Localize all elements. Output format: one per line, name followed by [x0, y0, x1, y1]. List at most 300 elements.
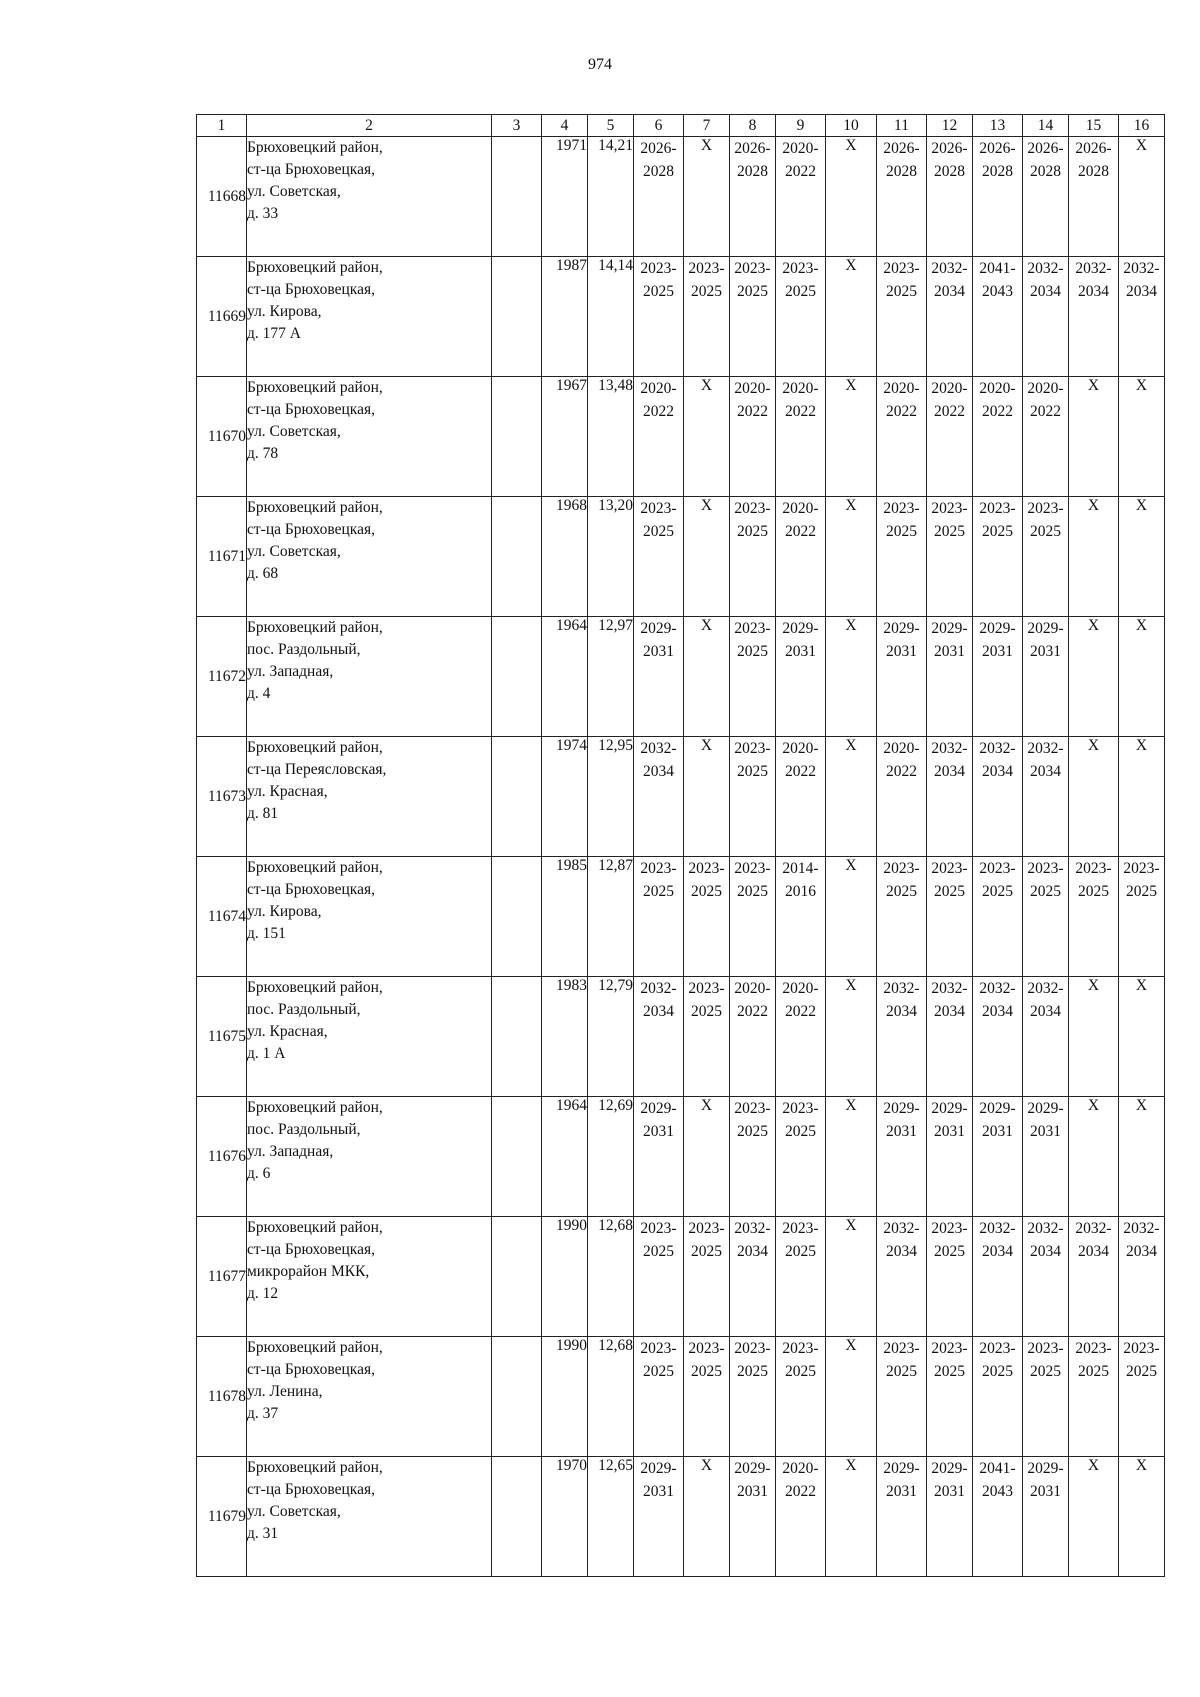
period-line: 2023-	[640, 1340, 677, 1357]
period-line: 2032-	[1075, 260, 1112, 277]
address-cell	[247, 617, 492, 737]
column-header: 15	[1069, 115, 1119, 137]
mark-cell: X	[1069, 617, 1119, 737]
column-header: 9	[776, 115, 826, 137]
period-line: 2032-	[1123, 1220, 1160, 1237]
period-cell	[684, 1337, 730, 1457]
period-line: 2031	[1030, 1123, 1061, 1140]
mark-cell: X	[1119, 617, 1165, 737]
table-body	[197, 137, 1165, 1577]
column-header: 4	[542, 115, 588, 137]
period-line: 2025	[691, 1243, 722, 1260]
period-line: 2028	[886, 163, 917, 180]
period-cell	[1023, 137, 1069, 257]
period-cell	[684, 257, 730, 377]
mark-cell: X	[1119, 1457, 1165, 1577]
mark-cell: X	[1069, 377, 1119, 497]
period-cell	[973, 497, 1023, 617]
period-cell	[1069, 857, 1119, 977]
address-line: д. 151	[247, 925, 286, 942]
column-header: 10	[826, 115, 877, 137]
period-line: 2034	[1030, 1003, 1061, 1020]
mark-cell: X	[1119, 377, 1165, 497]
period-line: 2029-	[1027, 620, 1064, 637]
period-cell	[634, 1457, 684, 1577]
period-cell	[776, 617, 826, 737]
period-cell	[730, 497, 776, 617]
period-cell	[1119, 1337, 1165, 1457]
period-line: 2028	[1078, 163, 1109, 180]
period-line: 2023-	[640, 860, 677, 877]
address-line: ул. Кирова,	[247, 903, 322, 920]
address-line: ул. Советская,	[247, 183, 341, 200]
table-row	[197, 857, 1165, 977]
period-line: 2023-	[734, 620, 771, 637]
period-cell	[973, 137, 1023, 257]
address-line: д. 31	[247, 1525, 279, 1542]
value-cell: 12,79	[588, 977, 634, 1097]
period-line: 2020-	[782, 380, 819, 397]
period-line: 2034	[1126, 283, 1157, 300]
year-cell: 1990	[542, 1217, 588, 1337]
row-id-cell: 11678	[197, 1337, 247, 1457]
value-cell: 12,87	[588, 857, 634, 977]
mark-cell: X	[826, 977, 877, 1097]
period-line: 2023-	[688, 1220, 725, 1237]
column-header: 12	[927, 115, 973, 137]
period-line: 2031	[982, 1123, 1013, 1140]
value-cell: 13,48	[588, 377, 634, 497]
period-line: 2041-	[979, 1460, 1016, 1477]
period-cell	[877, 377, 927, 497]
period-cell	[776, 737, 826, 857]
column-3-cell	[492, 977, 542, 1097]
period-line: 2025	[982, 523, 1013, 540]
period-line: 2022	[785, 1483, 816, 1500]
period-line: 2022	[643, 403, 674, 420]
period-line: 2028	[934, 163, 965, 180]
period-line: 2025	[691, 1003, 722, 1020]
mark-cell: X	[1119, 1097, 1165, 1217]
row-id-cell: 11673	[197, 737, 247, 857]
row-id-cell: 11671	[197, 497, 247, 617]
period-line: 2022	[785, 523, 816, 540]
year-cell: 1964	[542, 617, 588, 737]
period-line: 2023-	[734, 740, 771, 757]
period-line: 2020-	[931, 380, 968, 397]
period-line: 2031	[1030, 643, 1061, 660]
period-cell	[730, 1217, 776, 1337]
period-cell	[1023, 257, 1069, 377]
period-cell	[927, 1217, 973, 1337]
year-cell: 1983	[542, 977, 588, 1097]
mark-cell: X	[1069, 737, 1119, 857]
period-line: 2020-	[782, 500, 819, 517]
period-cell	[927, 1337, 973, 1457]
period-line: 2025	[886, 883, 917, 900]
period-line: 2023-	[734, 1100, 771, 1117]
period-line: 2032-	[1027, 1220, 1064, 1237]
period-line: 2025	[737, 883, 768, 900]
mark-cell: X	[1119, 977, 1165, 1097]
period-cell	[927, 1457, 973, 1577]
period-line: 2023-	[734, 1340, 771, 1357]
period-line: 2029-	[979, 1100, 1016, 1117]
period-cell	[973, 257, 1023, 377]
period-cell	[730, 857, 776, 977]
address-line: Брюховецкий район,	[247, 1459, 383, 1476]
address-line: Брюховецкий район,	[247, 1099, 383, 1116]
period-line: 2023-	[1027, 860, 1064, 877]
table-row	[197, 497, 1165, 617]
period-cell	[1023, 1337, 1069, 1457]
period-cell	[973, 1457, 1023, 1577]
period-line: 2025	[1078, 883, 1109, 900]
period-cell	[927, 617, 973, 737]
period-line: 2023-	[1027, 500, 1064, 517]
year-cell: 1990	[542, 1337, 588, 1457]
period-line: 2026-	[979, 140, 1016, 157]
period-line: 2034	[1030, 283, 1061, 300]
table-row	[197, 1457, 1165, 1577]
period-cell	[1023, 857, 1069, 977]
period-line: 2031	[643, 1123, 674, 1140]
period-line: 2031	[737, 1483, 768, 1500]
address-line: д. 68	[247, 565, 279, 582]
table-row	[197, 257, 1165, 377]
column-header: 11	[877, 115, 927, 137]
row-id-cell: 11674	[197, 857, 247, 977]
period-cell	[927, 857, 973, 977]
period-line: 2028	[643, 163, 674, 180]
period-cell	[1023, 1097, 1069, 1217]
address-line: Брюховецкий район,	[247, 619, 383, 636]
period-cell	[730, 737, 776, 857]
period-line: 2026-	[1075, 140, 1112, 157]
mark-cell: X	[1119, 737, 1165, 857]
period-line: 2025	[737, 763, 768, 780]
address-line: ул. Западная,	[247, 663, 334, 680]
period-cell	[927, 257, 973, 377]
period-cell	[877, 257, 927, 377]
table-row	[197, 137, 1165, 257]
period-cell	[1023, 497, 1069, 617]
period-line: 2025	[691, 1363, 722, 1380]
period-line: 2031	[785, 643, 816, 660]
period-cell	[634, 497, 684, 617]
address-line: Брюховецкий район,	[247, 859, 383, 876]
table-row	[197, 1337, 1165, 1457]
mark-cell: X	[826, 377, 877, 497]
period-line: 2029-	[931, 1100, 968, 1117]
period-cell	[1069, 257, 1119, 377]
period-line: 2025	[643, 1243, 674, 1260]
period-line: 2023-	[688, 1340, 725, 1357]
period-line: 2032-	[1075, 1220, 1112, 1237]
address-line: ул. Кирова,	[247, 303, 322, 320]
row-id-cell: 11669	[197, 257, 247, 377]
period-cell	[1023, 1217, 1069, 1337]
period-cell	[634, 1337, 684, 1457]
address-line: д. 12	[247, 1285, 279, 1302]
period-line: 2029-	[640, 1460, 677, 1477]
period-line: 2032-	[931, 260, 968, 277]
period-line: 2023-	[734, 500, 771, 517]
period-line: 2034	[643, 1003, 674, 1020]
period-cell	[776, 1217, 826, 1337]
period-cell	[1023, 377, 1069, 497]
column-3-cell	[492, 137, 542, 257]
period-line: 2023-	[782, 1220, 819, 1237]
period-line: 2032-	[1027, 980, 1064, 997]
period-line: 2026-	[1027, 140, 1064, 157]
period-cell	[776, 857, 826, 977]
period-line: 2028	[737, 163, 768, 180]
period-line: 2023-	[931, 500, 968, 517]
period-cell	[973, 377, 1023, 497]
period-line: 2031	[934, 1483, 965, 1500]
address-line: пос. Раздольный,	[247, 1001, 361, 1018]
year-cell: 1987	[542, 257, 588, 377]
address-line: ул. Красная,	[247, 1023, 328, 1040]
address-cell	[247, 857, 492, 977]
period-line: 2023-	[734, 860, 771, 877]
period-line: 2032-	[979, 1220, 1016, 1237]
address-line: д. 177 А	[247, 325, 301, 342]
period-cell	[634, 617, 684, 737]
table-row	[197, 377, 1165, 497]
period-line: 2032-	[640, 980, 677, 997]
period-line: 2031	[982, 643, 1013, 660]
period-line: 2025	[1126, 1363, 1157, 1380]
period-cell	[877, 977, 927, 1097]
period-line: 2020-	[782, 980, 819, 997]
address-line: Брюховецкий район,	[247, 739, 383, 756]
value-cell: 12,97	[588, 617, 634, 737]
period-cell	[730, 377, 776, 497]
period-cell	[973, 857, 1023, 977]
column-3-cell	[492, 857, 542, 977]
row-id-cell: 11677	[197, 1217, 247, 1337]
period-line: 2029-	[979, 620, 1016, 637]
column-header: 6	[634, 115, 684, 137]
column-header: 14	[1023, 115, 1069, 137]
period-line: 2025	[643, 283, 674, 300]
value-cell: 13,20	[588, 497, 634, 617]
period-cell	[730, 1097, 776, 1217]
period-line: 2022	[886, 763, 917, 780]
period-cell	[730, 977, 776, 1097]
address-line: Брюховецкий район,	[247, 259, 383, 276]
period-line: 2020-	[1027, 380, 1064, 397]
period-cell	[973, 617, 1023, 737]
value-cell: 14,21	[588, 137, 634, 257]
period-line: 2025	[737, 1123, 768, 1140]
period-line: 2032-	[931, 740, 968, 757]
period-cell	[1023, 1457, 1069, 1577]
period-line: 2025	[886, 1363, 917, 1380]
address-line: д. 37	[247, 1405, 279, 1422]
row-id-cell: 11675	[197, 977, 247, 1097]
column-header: 16	[1119, 115, 1165, 137]
table-row	[197, 1217, 1165, 1337]
year-cell: 1974	[542, 737, 588, 857]
mark-cell: X	[1069, 977, 1119, 1097]
period-line: 2034	[1126, 1243, 1157, 1260]
period-line: 2023-	[883, 860, 920, 877]
period-line: 2034	[886, 1003, 917, 1020]
year-cell: 1967	[542, 377, 588, 497]
period-line: 2023-	[782, 260, 819, 277]
period-line: 2023-	[688, 260, 725, 277]
address-line: ул. Красная,	[247, 783, 328, 800]
period-line: 2022	[785, 1003, 816, 1020]
period-line: 2023-	[931, 860, 968, 877]
period-cell	[927, 377, 973, 497]
column-header: 7	[684, 115, 730, 137]
period-line: 2034	[934, 283, 965, 300]
address-line: ул. Ленина,	[247, 1383, 323, 1400]
period-line: 2026-	[931, 140, 968, 157]
period-cell	[1023, 737, 1069, 857]
mark-cell: X	[684, 617, 730, 737]
table-row	[197, 737, 1165, 857]
address-line: д. 6	[247, 1165, 271, 1182]
period-line: 2023-	[1123, 1340, 1160, 1357]
mark-cell: X	[1069, 497, 1119, 617]
year-cell: 1968	[542, 497, 588, 617]
period-line: 2023-	[734, 260, 771, 277]
period-line: 2020-	[979, 380, 1016, 397]
period-cell	[877, 497, 927, 617]
address-line: ст-ца Переясловская,	[247, 761, 387, 778]
mark-cell: X	[1069, 1097, 1119, 1217]
address-cell	[247, 1097, 492, 1217]
address-line: Брюховецкий район,	[247, 1219, 383, 1236]
address-line: ст-ца Брюховецкая,	[247, 161, 375, 178]
address-line: ст-ца Брюховецкая,	[247, 881, 375, 898]
period-line: 2025	[1030, 1363, 1061, 1380]
period-cell	[776, 1337, 826, 1457]
period-line: 2025	[934, 883, 965, 900]
period-line: 2032-	[979, 980, 1016, 997]
address-line: ул. Западная,	[247, 1143, 334, 1160]
period-line: 2026-	[734, 140, 771, 157]
address-line: ст-ца Брюховецкая,	[247, 1361, 375, 1378]
period-cell	[927, 737, 973, 857]
table-row	[197, 977, 1165, 1097]
mark-cell: X	[684, 377, 730, 497]
address-cell	[247, 497, 492, 617]
mark-cell: X	[826, 1217, 877, 1337]
address-line: д. 4	[247, 685, 271, 702]
period-line: 2025	[785, 1243, 816, 1260]
period-line: 2034	[982, 1243, 1013, 1260]
address-line: д. 81	[247, 805, 279, 822]
mark-cell: X	[826, 497, 877, 617]
period-line: 2031	[886, 643, 917, 660]
period-line: 2025	[785, 283, 816, 300]
period-cell	[973, 737, 1023, 857]
period-cell	[634, 857, 684, 977]
period-cell	[973, 977, 1023, 1097]
period-line: 2025	[934, 1243, 965, 1260]
period-line: 2032-	[979, 740, 1016, 757]
period-cell	[877, 737, 927, 857]
period-line: 2025	[934, 1363, 965, 1380]
column-3-cell	[492, 1457, 542, 1577]
period-line: 2041-	[979, 260, 1016, 277]
mark-cell: X	[1119, 137, 1165, 257]
address-cell	[247, 737, 492, 857]
period-line: 2023-	[931, 1220, 968, 1237]
period-line: 2032-	[883, 1220, 920, 1237]
mark-cell: X	[684, 1097, 730, 1217]
period-line: 2029-	[1027, 1100, 1064, 1117]
value-cell: 12,68	[588, 1337, 634, 1457]
year-cell: 1970	[542, 1457, 588, 1577]
period-line: 2023-	[979, 1340, 1016, 1357]
period-line: 2025	[737, 283, 768, 300]
row-id-cell: 11668	[197, 137, 247, 257]
value-cell: 12,68	[588, 1217, 634, 1337]
period-line: 2023-	[931, 1340, 968, 1357]
period-line: 2016	[785, 883, 816, 900]
period-line: 2032-	[883, 980, 920, 997]
column-header: 8	[730, 115, 776, 137]
mark-cell: X	[826, 1457, 877, 1577]
address-cell	[247, 377, 492, 497]
period-cell	[927, 1097, 973, 1217]
period-line: 2029-	[883, 620, 920, 637]
column-header: 1	[197, 115, 247, 137]
period-line: 2028	[1030, 163, 1061, 180]
address-line: ст-ца Брюховецкая,	[247, 401, 375, 418]
mark-cell: X	[684, 1457, 730, 1577]
period-cell	[1023, 617, 1069, 737]
period-line: 2022	[1030, 403, 1061, 420]
address-line: Брюховецкий район,	[247, 379, 383, 396]
period-line: 2026-	[640, 140, 677, 157]
period-line: 2022	[737, 403, 768, 420]
year-cell: 1985	[542, 857, 588, 977]
year-cell: 1964	[542, 1097, 588, 1217]
period-line: 2031	[1030, 1483, 1061, 1500]
address-line: д. 1 А	[247, 1045, 286, 1062]
address-line: ул. Советская,	[247, 1503, 341, 1520]
period-line: 2023-	[979, 500, 1016, 517]
period-cell	[776, 1097, 826, 1217]
period-line: 2020-	[734, 380, 771, 397]
period-line: 2029-	[883, 1100, 920, 1117]
period-line: 2022	[982, 403, 1013, 420]
period-cell	[730, 617, 776, 737]
period-line: 2023-	[640, 260, 677, 277]
address-cell	[247, 1217, 492, 1337]
period-cell	[877, 1097, 927, 1217]
period-cell	[973, 1217, 1023, 1337]
row-id-cell: 11670	[197, 377, 247, 497]
mark-cell: X	[826, 257, 877, 377]
mark-cell: X	[826, 857, 877, 977]
period-cell	[634, 257, 684, 377]
period-line: 2023-	[1075, 1340, 1112, 1357]
period-line: 2020-	[883, 380, 920, 397]
period-line: 2031	[643, 1483, 674, 1500]
period-line: 2032-	[640, 740, 677, 757]
period-line: 2034	[886, 1243, 917, 1260]
value-cell: 12,65	[588, 1457, 634, 1577]
